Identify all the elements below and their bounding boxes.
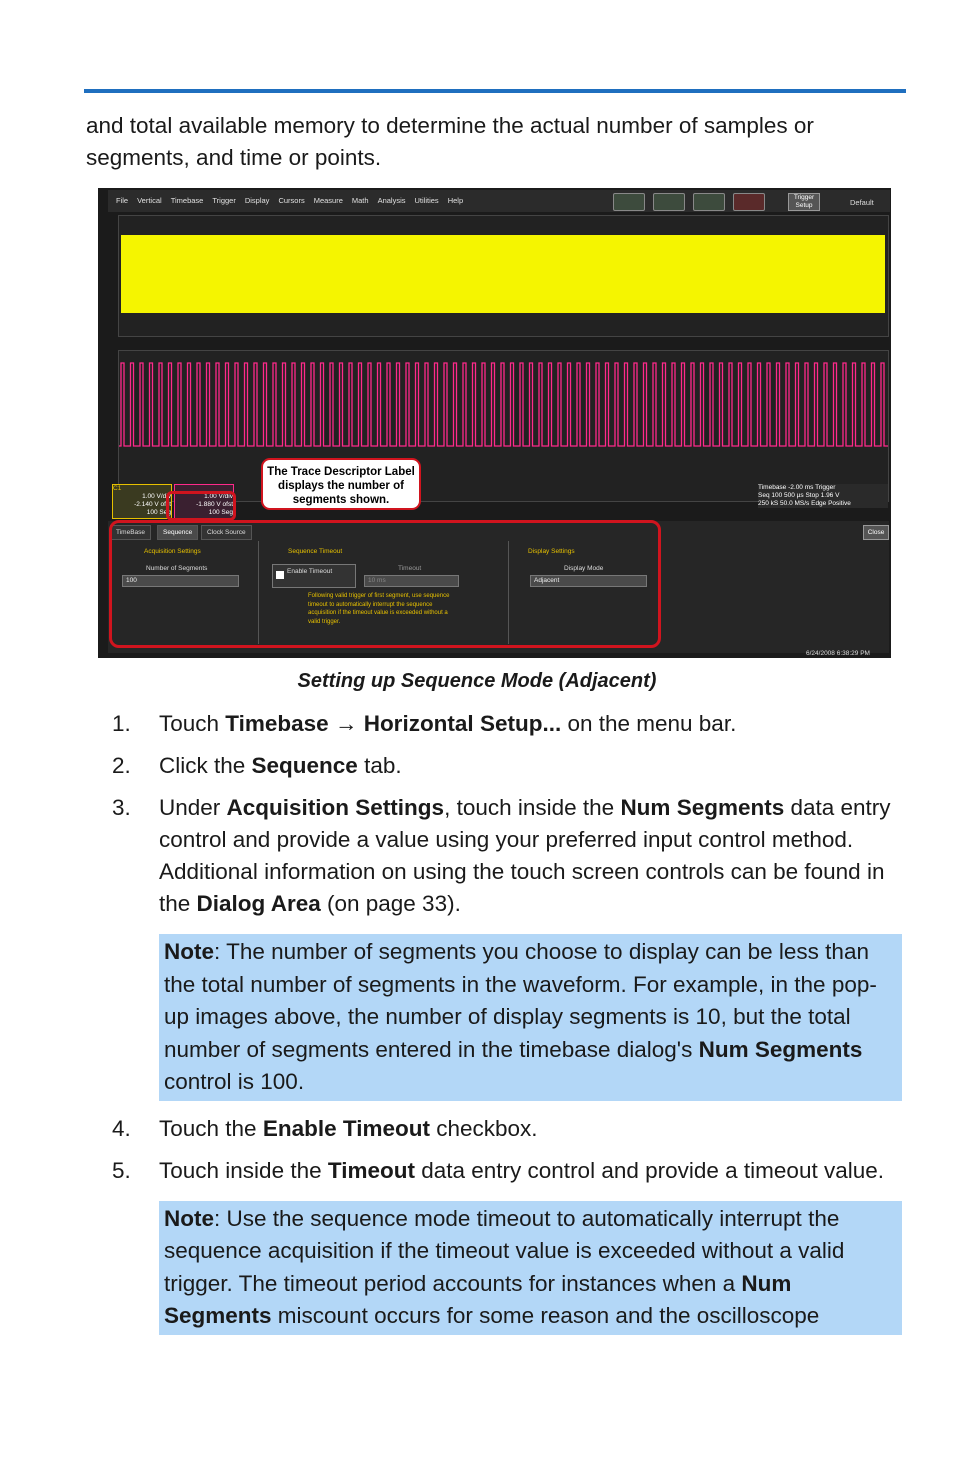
sequence-timeout-title: Sequence Timeout [288,548,343,555]
num-segments-field: 100 [122,575,239,587]
c1-descriptor [112,484,172,519]
yellow-trace [121,235,885,313]
scope-menu-analysis: Analysis [377,196,406,205]
toolbar-button-3 [693,193,725,211]
pink-pulse-trace [119,351,888,501]
text-run: tab. [357,753,402,778]
tab-clock-source: Clock Source [201,525,252,540]
timebase-descriptor: Timebase -2.00 ms Trigger Seq 100 500 µs Stop 1.96 V 250 kS 50.0 MS/s Edge Positive [758,484,888,508]
lower-grid [118,350,889,502]
text-run: : The number of segments you choose to display can be less than the total number of segments in the waveform. For example, in the pop-up images above, the number of display segments is 10, but the total number of segments entered in the timebase dialog's [164,939,877,1062]
step-number: 5. [112,1157,131,1183]
bold-term: Num Segments [620,795,785,820]
scope-menu-help: Help [447,196,464,205]
step-text [159,792,902,920]
scope-menu-file: File [116,196,129,205]
toolbar-button-2 [653,193,685,211]
num-segments-label: Number of Segments [146,565,208,572]
scope-menu-math: Math [351,196,369,205]
text-run: data entry control and provide a timeout value. [414,1157,884,1183]
scope-date: 6/24/2008 6:38:29 PM [806,650,870,657]
bold-term: Enable Timeout [262,1115,430,1141]
header-rule [84,89,906,93]
step-item [112,708,902,740]
bold-term: Note [164,939,214,964]
scope-menu-trigger: Trigger [212,196,236,205]
step-text [159,750,902,782]
figure-caption: Setting up Sequence Mode (Adjacent) [297,670,657,692]
c1-label: C1 [113,485,122,492]
descriptor-highlight [166,491,236,521]
tab-timebase: TimeBase [110,525,151,540]
c1-desc-text: 1.00 V/div -2.140 V ofst 100 Seg [134,493,171,516]
intro-paragraph: and total available memory to determine the actual number of samples or segments, and time or points. [86,113,814,170]
note-box-1 [159,934,902,1101]
trace-descriptor-callout: The Trace Descriptor Label displays the number of segments shown. [261,458,421,510]
step-item [112,1155,902,1335]
scope-menu-timebase: Timebase [170,196,204,205]
bold-term: Timeout [327,1157,415,1183]
bold-term: Num Segments [164,1270,792,1328]
scope-menu-items [116,190,472,212]
text-run: data entry control and provide a value using your preferred input control method. Additional information on using the touch screen controls can be found in the [159,795,891,916]
text-run: control is 100. [164,1069,305,1094]
enable-timeout-label: Enable Timeout [287,568,333,575]
step-number: 2. [112,753,131,778]
text-run: (on page 33). [320,891,461,916]
bold-term: Note [164,1205,214,1231]
timeout-hint: Following valid trigger of first segment, use sequence timeout to automatically interrupt the sequence acquisition if the timeout value is exceeded without a valid trigger. [308,593,450,625]
display-mode-label: Display Mode [564,565,604,572]
default-button: Default [850,198,874,207]
text-run: , touch inside the [444,795,621,820]
upper-grid [118,215,889,337]
trigger-setup-button: Trigger Setup [788,193,820,211]
timeout-field: 10 ms [364,575,459,587]
text-run: checkbox. [429,1115,538,1141]
text-run: Touch the [159,1115,263,1141]
text-run: Touch [159,711,226,736]
bold-term: Acquisition Settings [226,795,445,820]
text-run: : Use the sequence mode timeout to automatically interrupt the sequence acquisition if the timeout value is exceeded without a valid trigger. The timeout period accounts for instances when a [164,1205,845,1296]
toolbar-button-1 [613,193,645,211]
scope-menu-vertical: Vertical [137,196,162,205]
tab-sequence: Sequence [157,525,198,540]
close-button: Close [863,525,889,540]
text-run: on the menu bar. [561,711,737,736]
bold-term: Dialog Area [196,891,321,916]
timeout-label: Timeout [398,565,422,572]
scope-menu-utilities: Utilities [414,196,439,205]
scope-menu-bar [108,190,890,212]
bold-term: Sequence [251,753,358,778]
scope-menu-measure: Measure [313,196,343,205]
display-mode-field: Adjacent [530,575,647,587]
scope-menu-cursors: Cursors [278,196,305,205]
note-box-2 [159,1201,902,1335]
steps-list [112,708,902,1347]
step-item [112,1113,902,1145]
display-settings-title: Display Settings [528,548,575,555]
pulse-path [119,363,888,446]
toolbar-button-4 [733,193,765,211]
text-run: Click the [159,753,252,778]
step-item [112,792,902,1101]
text-run: Under [159,795,227,820]
bold-term: Timebase → Horizontal Setup... [225,711,562,736]
step-text [159,708,902,740]
text-run: Touch inside the [159,1157,328,1183]
step-text [159,1113,902,1145]
step-number: 3. [112,795,131,820]
step-item [112,750,902,782]
text-run: miscount occurs for some reason and the oscilloscope [271,1303,820,1328]
scope-menu-display: Display [244,196,270,205]
step-number: 1. [112,711,131,736]
bold-term: Num Segments [698,1036,863,1062]
z1-desc-text: 1.00 V/div -1.880 V ofst 100 Seg [196,493,233,516]
step-number: 4. [112,1115,131,1141]
oscilloscope-screenshot [98,188,891,658]
acquisition-settings-title: Acquisition Settings [144,548,201,555]
step-text [159,1155,902,1187]
dialog-highlight [109,520,661,648]
